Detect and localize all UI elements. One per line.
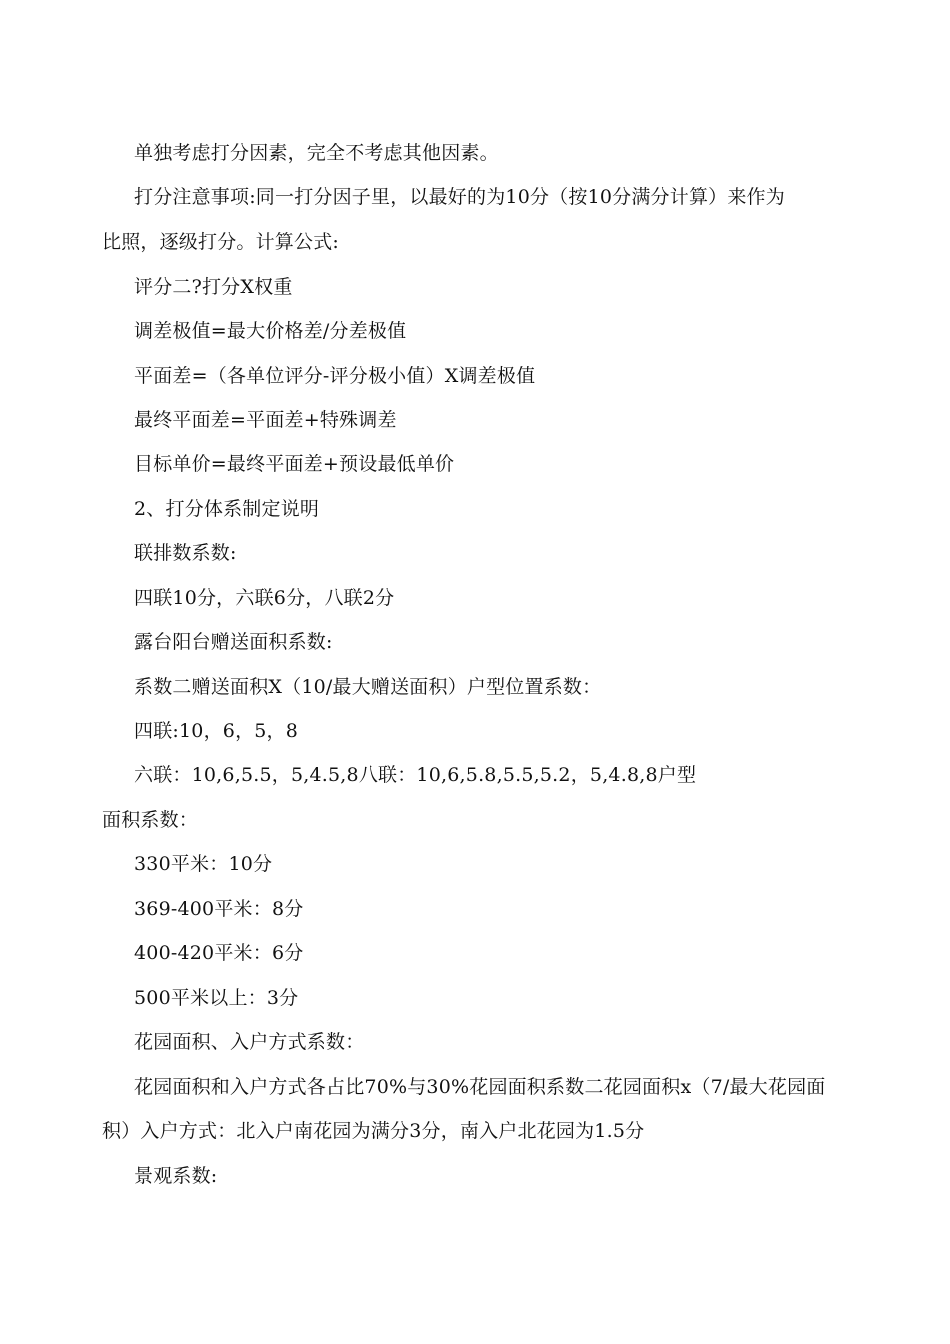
- text-line-3: 比照，逐级打分。计算公式:: [102, 231, 340, 253]
- text-line-14: 四联:10，6，5，8: [134, 720, 299, 742]
- text-line-7: 最终平面差=平面差+特殊调差: [134, 409, 397, 431]
- text-line-6: 平面差=（各单位评分-评分极小值）X调差极值: [134, 365, 536, 387]
- text-line-15: 六联：10,6,5.5，5,4.5,8八联：10,6,5.8,5.5,5.2，5,4.8,8户型: [134, 764, 697, 786]
- text-line-17: 330平米：10分: [134, 853, 273, 875]
- text-line-20: 500平米以上：3分: [134, 987, 299, 1009]
- text-line-4: 评分二?打分X权重: [134, 276, 293, 298]
- text-line-19: 400-420平米：6分: [134, 942, 304, 964]
- text-line-5: 调差极值=最大价格差/分差极值: [134, 320, 407, 342]
- text-line-10: 联排数系数:: [134, 542, 237, 564]
- text-line-23: 积）入户方式：北入户南花园为满分3分，南入户北花园为1.5分: [102, 1120, 645, 1142]
- text-line-2: 打分注意事项:同一打分因子里，以最好的为10分（按10分满分计算）来作为: [134, 186, 785, 208]
- text-line-18: 369-400平米：8分: [134, 898, 304, 920]
- text-line-21: 花园面积、入户方式系数：: [134, 1031, 365, 1053]
- text-line-13: 系数二赠送面积X（10/最大赠送面积）户型位置系数：: [134, 676, 602, 698]
- text-line-8: 目标单价=最终平面差+预设最低单价: [134, 453, 455, 475]
- text-line-16: 面积系数：: [102, 809, 199, 831]
- text-line-1: 单独考虑打分因素，完全不考虑其他因素。: [134, 142, 499, 164]
- text-line-11: 四联10分，六联6分，八联2分: [134, 587, 395, 609]
- text-line-12: 露台阳台赠送面积系数:: [134, 631, 333, 653]
- text-line-24: 景观系数:: [134, 1165, 218, 1187]
- section-heading: 2、打分体系制定说明: [134, 498, 320, 520]
- text-line-22: 花园面积和入户方式各占比70%与30%花园面积系数二花园面积x（7/最大花园面: [134, 1076, 826, 1098]
